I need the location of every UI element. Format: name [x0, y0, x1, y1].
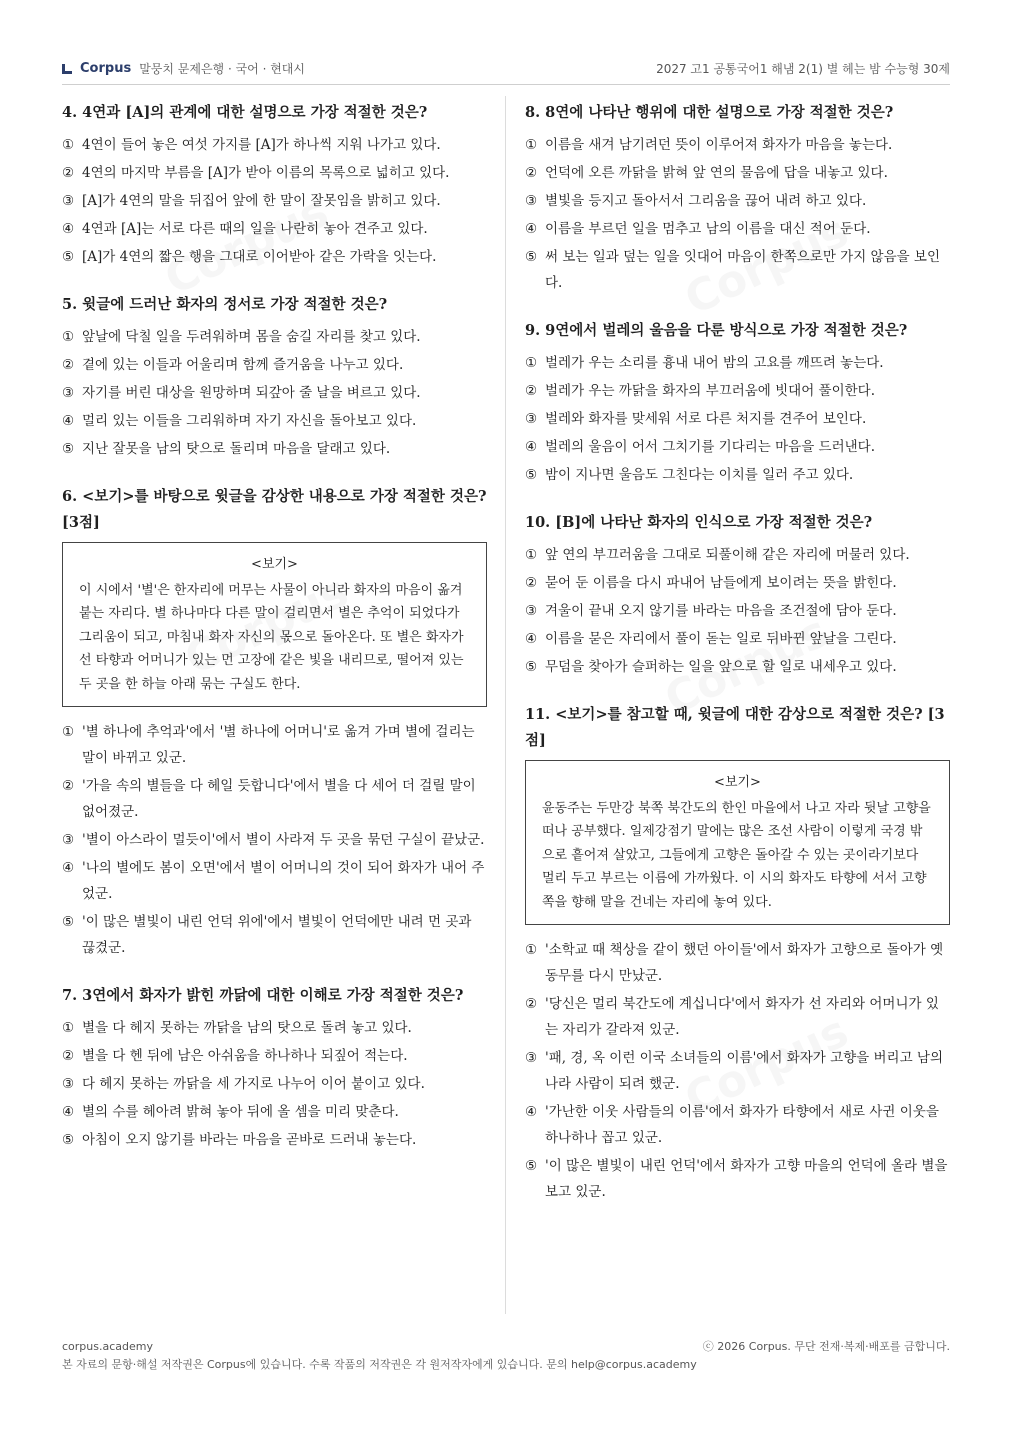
option[interactable] — [62, 380, 487, 406]
option-text: 4연의 마지막 부름을 [A]가 받아 이름의 목록으로 넓히고 있다. — [82, 165, 450, 181]
option[interactable] — [525, 160, 950, 186]
question-title: 6. <보기>를 바탕으로 윗글을 감상한 내용으로 가장 적절한 것은? [3점] — [62, 488, 487, 531]
option-text: 별을 다 헤지 못하는 까닭을 남의 탓으로 돌려 놓고 있다. — [82, 1020, 412, 1036]
option-number: ④ — [62, 413, 75, 429]
right-column — [525, 100, 950, 1227]
header-exam-title: 2027 고1 공통국어1 해냄 2(1) 별 헤는 밤 수능형 30제 — [656, 62, 950, 76]
page-footer — [62, 1338, 950, 1374]
option-text: [A]가 4연의 말을 뒤집어 앞에 한 말이 잘못임을 밝히고 있다. — [82, 193, 441, 209]
option-number: ② — [525, 383, 538, 399]
option[interactable] — [525, 244, 950, 296]
option-text: '별이 아스라이 멀듯이'에서 별이 사라져 두 곳을 묶던 구실이 끝났군. — [82, 832, 485, 848]
option-text: 벌레가 우는 까닭을 화자의 부끄러움에 빗대어 풀이한다. — [545, 383, 875, 399]
option-number: ② — [62, 357, 75, 373]
corpus-logo-icon — [62, 64, 72, 74]
left-column — [62, 100, 487, 1175]
question-title: 7. 3연에서 화자가 밝힌 까닭에 대한 이해로 가장 적절한 것은? — [62, 987, 464, 1004]
option-text: [A]가 4연의 짧은 행을 그대로 이어받아 같은 가락을 잇는다. — [82, 249, 437, 265]
option-text: 무덤을 찾아가 슬퍼하는 일을 앞으로 할 일로 내세우고 있다. — [545, 659, 897, 675]
option-number: ① — [525, 137, 538, 153]
option-number: ③ — [525, 1050, 538, 1066]
option[interactable] — [62, 132, 487, 158]
option[interactable] — [62, 855, 487, 907]
option-text: '소학교 때 책상을 같이 했던 아이들'에서 화자가 고향으로 돌아가 옛 동무를 다시 만났군. — [545, 942, 944, 984]
bogi-box — [525, 760, 950, 925]
option-text: 앞 연의 부끄러움을 그대로 되풀이해 같은 자리에 머물러 있다. — [545, 547, 910, 563]
option-text: 벌레와 화자를 맞세워 서로 다른 처지를 견주어 보인다. — [545, 411, 867, 427]
option-number: ③ — [525, 193, 538, 209]
bogi-box — [62, 542, 487, 707]
option-number: ③ — [62, 1076, 75, 1092]
option-number: ① — [62, 137, 75, 153]
option-text: 자기를 버린 대상을 원망하며 되갚아 줄 날을 벼르고 있다. — [82, 385, 421, 401]
option-text: 밤이 지나면 울음도 그친다는 이치를 일러 주고 있다. — [545, 467, 854, 483]
option-text: 이름을 새겨 남기려던 뜻이 이루어져 화자가 마음을 놓는다. — [545, 137, 893, 153]
option-number: ③ — [525, 603, 538, 619]
option-text: '나의 별에도 봄이 오면'에서 별이 어머니의 것이 되어 화자가 내어 주었군. — [82, 860, 485, 902]
option[interactable] — [62, 216, 487, 242]
question-title: 8. 8연에 나타난 행위에 대한 설명으로 가장 적절한 것은? — [525, 104, 894, 121]
option-number: ① — [62, 724, 75, 740]
question-title: 5. 윗글에 드러난 화자의 정서로 가장 적절한 것은? — [62, 296, 388, 313]
option[interactable] — [525, 598, 950, 624]
option-text: 지난 잘못을 남의 탓으로 돌리며 마음을 달래고 있다. — [82, 441, 391, 457]
option-number: ② — [62, 165, 75, 181]
option-number: ③ — [62, 385, 75, 401]
option-number: ② — [62, 1048, 75, 1064]
option-number: ④ — [62, 860, 75, 876]
option[interactable] — [62, 1043, 487, 1069]
option[interactable] — [525, 216, 950, 242]
footer-notice: 본 자료의 문항·해설 저작권은 Corpus에 있습니다. 수록 작품의 저작권은 각 원저작자에게 있습니다. 문의 help@corpus.academy — [62, 1358, 697, 1371]
question-11 — [525, 702, 950, 1205]
option[interactable] — [62, 408, 487, 434]
option[interactable] — [62, 719, 487, 771]
option[interactable] — [525, 570, 950, 596]
question-5 — [62, 292, 487, 462]
option-text: 이름을 부르던 일을 멈추고 남의 이름을 대신 적어 둔다. — [545, 221, 871, 237]
brand-name: Corpus — [80, 61, 132, 76]
option-number: ① — [62, 329, 75, 345]
option-number: ③ — [62, 832, 75, 848]
bogi-title: <보기> — [251, 557, 298, 572]
option-number: ⑤ — [525, 467, 538, 483]
header-subtitle: 말뭉치 문제은행 · 국어 · 현대시 — [139, 62, 305, 76]
option[interactable] — [525, 542, 950, 568]
option-text: 별의 수를 헤아려 밝혀 놓아 뒤에 올 셈을 미리 맞춘다. — [82, 1104, 399, 1120]
option[interactable] — [525, 626, 950, 652]
option[interactable] — [62, 436, 487, 462]
option-number: ③ — [525, 411, 538, 427]
option-number: ② — [62, 778, 75, 794]
footer-copyright: ⓒ 2026 Corpus. 무단 전재·복제·배포를 금합니다. — [702, 1340, 950, 1353]
question-title: 11. <보기>를 참고할 때, 윗글에 대한 감상으로 적절한 것은? [3점] — [525, 706, 945, 749]
option-number: ⑤ — [62, 1132, 75, 1148]
option-text: '패, 경, 옥 이런 이국 소녀들의 이름'에서 화자가 고향을 버리고 남의 나라 사람이 되려 했군. — [545, 1050, 943, 1092]
option[interactable] — [525, 406, 950, 432]
option-text: '당신은 멀리 북간도에 계십니다'에서 화자가 선 자리와 어머니가 있는 자리가 갈라져 있군. — [545, 996, 939, 1038]
bogi-text: 이 시에서 '별'은 한자리에 머무는 사물이 아니라 화자의 마음이 옮겨 붙는 자리다. 별 하나마다 다른 말이 걸리면서 별은 추억이 되었다가 그리움이 되고, 마침내 화자 자신의 몫으로 돌아온다. 또 별은 화자가 선 타향과 어머니가 있는 먼 고장에 같은 빛을 내리므로, 떨어져 있는 두 곳을 한 하늘 아래 묶는 구실도 한다. — [79, 582, 464, 692]
option-text: '이 많은 별빛이 내린 언덕'에서 화자가 고향 마을의 언덕에 올라 별을 보고 있군. — [545, 1158, 948, 1200]
option[interactable] — [62, 1099, 487, 1125]
question-title: 10. [B]에 나타난 화자의 인식으로 가장 적절한 것은? — [525, 514, 873, 531]
option-text: 별빛을 등지고 돌아서서 그리움을 끊어 내려 하고 있다. — [545, 193, 867, 209]
option-number: ④ — [525, 439, 538, 455]
question-8 — [525, 100, 950, 296]
bogi-title: <보기> — [714, 775, 761, 790]
question-title: 9. 9연에서 벌레의 울음을 다룬 방식으로 가장 적절한 것은? — [525, 322, 908, 339]
option[interactable] — [525, 1153, 950, 1205]
option-text: 다 헤지 못하는 까닭을 세 가지로 나누어 이어 붙이고 있다. — [82, 1076, 425, 1092]
option[interactable] — [62, 160, 487, 186]
option-text: 언덕에 오른 까닭을 밝혀 앞 연의 물음에 답을 내놓고 있다. — [545, 165, 888, 181]
option-number: ⑤ — [62, 441, 75, 457]
option-number: ⑤ — [62, 914, 75, 930]
option-number: ① — [62, 1020, 75, 1036]
option-text: 써 보는 일과 덮는 일을 잇대어 마음이 한쪽으로만 가지 않음을 보인다. — [545, 249, 941, 291]
option[interactable] — [62, 324, 487, 350]
option[interactable] — [62, 827, 487, 853]
option-text: 4연이 들어 놓은 여섯 가지를 [A]가 하나씩 지워 나가고 있다. — [82, 137, 441, 153]
question-9 — [525, 318, 950, 488]
option-text: 앞날에 닥칠 일을 두려워하며 몸을 숨길 자리를 찾고 있다. — [82, 329, 421, 345]
option[interactable] — [525, 991, 950, 1043]
option-number: ⑤ — [525, 1158, 538, 1174]
option-text: 4연과 [A]는 서로 다른 때의 일을 나란히 놓아 견주고 있다. — [82, 221, 428, 237]
option[interactable] — [62, 773, 487, 825]
option-number: ③ — [62, 193, 75, 209]
page-header — [62, 56, 950, 85]
question-title: 4. 4연과 [A]의 관계에 대한 설명으로 가장 적절한 것은? — [62, 104, 428, 121]
option[interactable] — [525, 350, 950, 376]
option-number: ④ — [525, 1104, 538, 1120]
option[interactable] — [525, 434, 950, 460]
option[interactable] — [525, 654, 950, 680]
option[interactable] — [62, 244, 487, 270]
option-number: ④ — [62, 221, 75, 237]
question-4 — [62, 100, 487, 270]
option-text: '별 하나에 추억과'에서 '별 하나에 어머니'로 옮겨 가며 별에 걸리는 말이 바뀌고 있군. — [82, 724, 475, 766]
option-number: ② — [525, 165, 538, 181]
option-text: '이 많은 별빛이 내린 언덕 위에'에서 별빛이 언덕에만 내려 먼 곳과 끊겼군. — [82, 914, 472, 956]
option-number: ④ — [62, 1104, 75, 1120]
question-10 — [525, 510, 950, 680]
option-number: ④ — [525, 631, 538, 647]
option[interactable] — [525, 188, 950, 214]
option[interactable] — [525, 1045, 950, 1097]
option-text: 묻어 둔 이름을 다시 파내어 남들에게 보이려는 뜻을 밝힌다. — [545, 575, 897, 591]
option-text: '가을 속의 별들을 다 헤일 듯합니다'에서 별을 다 세어 더 걸릴 말이 없어졌군. — [82, 778, 476, 820]
footer-site-link[interactable]: corpus.academy — [62, 1340, 153, 1353]
option[interactable] — [525, 132, 950, 158]
column-divider — [505, 96, 506, 1314]
option-text: 멀리 있는 이들을 그리워하며 자기 자신을 돌아보고 있다. — [82, 413, 417, 429]
option[interactable] — [525, 462, 950, 488]
option[interactable] — [62, 352, 487, 378]
option[interactable] — [525, 378, 950, 404]
option-number: ① — [525, 355, 538, 371]
option-number: ④ — [525, 221, 538, 237]
option[interactable] — [62, 1127, 487, 1153]
option-text: 이름을 묻은 자리에서 풀이 돋는 일로 뒤바뀐 앞날을 그린다. — [545, 631, 897, 647]
option-number: ② — [525, 996, 538, 1012]
option[interactable] — [62, 1071, 487, 1097]
header-left — [62, 60, 305, 77]
option-number: ⑤ — [525, 249, 538, 265]
bogi-text: 윤동주는 두만강 북쪽 북간도의 한인 마을에서 나고 자라 뒷날 고향을 떠나 공부했다. 일제강점기 말에는 많은 조선 사람이 이렇게 국경 밖으로 흩어져 살았고, 그들에게 고향은 돌아갈 수 있는 곳이라기보다 멀리 두고 부르는 이름에 가까웠다. 이 시의 화자도 타향에 서서 고향 쪽을 향해 말을 건네는 자리에 놓여 있다. — [542, 800, 931, 910]
option[interactable] — [62, 1015, 487, 1041]
option-number: ① — [525, 547, 538, 563]
option[interactable] — [525, 1099, 950, 1151]
option-text: 아침이 오지 않기를 바라는 마음을 곧바로 드러내 놓는다. — [82, 1132, 417, 1148]
option-text: '가난한 이웃 사람들의 이름'에서 화자가 타향에서 새로 사귄 이웃을 하나하나 꼽고 있군. — [545, 1104, 939, 1146]
question-6 — [62, 484, 487, 961]
question-7 — [62, 983, 487, 1153]
option[interactable] — [62, 188, 487, 214]
option-text: 벌레가 우는 소리를 흉내 내어 밤의 고요를 깨뜨려 놓는다. — [545, 355, 884, 371]
option-number: ⑤ — [525, 659, 538, 675]
option-number: ② — [525, 575, 538, 591]
option-text: 별을 다 헨 뒤에 남은 아쉬움을 하나하나 되짚어 적는다. — [82, 1048, 408, 1064]
option[interactable] — [62, 909, 487, 961]
option-number: ⑤ — [62, 249, 75, 265]
option-number: ① — [525, 942, 538, 958]
option-text: 겨울이 끝내 오지 않기를 바라는 마음을 조건절에 담아 둔다. — [545, 603, 897, 619]
option[interactable] — [525, 937, 950, 989]
option-text: 곁에 있는 이들과 어울리며 함께 즐거움을 나누고 있다. — [82, 357, 404, 373]
option-text: 벌레의 울음이 어서 그치기를 기다리는 마음을 드러낸다. — [545, 439, 875, 455]
